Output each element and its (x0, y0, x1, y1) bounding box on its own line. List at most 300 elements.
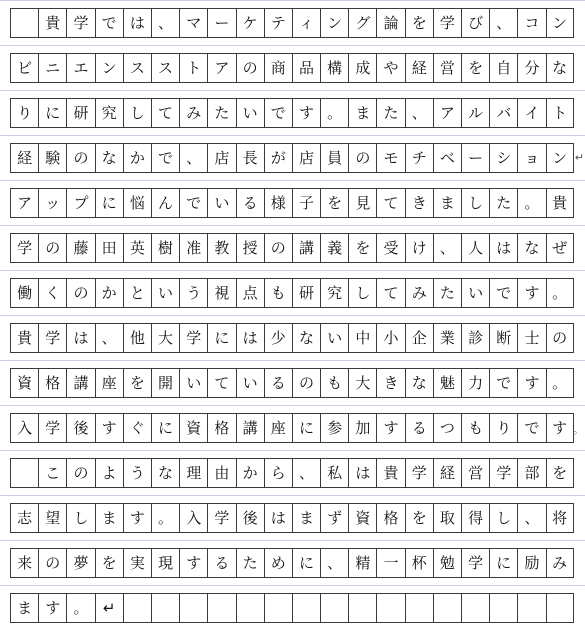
manuscript-cell: も (461, 414, 489, 442)
manuscript-cell: た (236, 549, 264, 577)
manuscript-cell: 店 (292, 144, 320, 172)
manuscript-cell (517, 594, 545, 622)
manuscript-cell: て (207, 369, 235, 397)
manuscript-cell: び (461, 9, 489, 37)
manuscript-cell: 学 (38, 324, 66, 352)
manuscript-cell: シ (489, 144, 517, 172)
manuscript-cell: 品 (292, 54, 320, 82)
manuscript-cell: の (546, 324, 574, 352)
manuscript-cell: す (517, 279, 545, 307)
manuscript-cell: ィ (292, 9, 320, 37)
manuscript-cell: 学 (207, 504, 235, 532)
ruled-line (0, 90, 585, 91)
manuscript-cell: 准 (179, 234, 207, 262)
manuscript-cell: で (489, 369, 517, 397)
manuscript-cell: ベ (433, 144, 461, 172)
manuscript-cell: 後 (66, 414, 94, 442)
manuscript-cell: 実 (123, 549, 151, 577)
manuscript-cell: す (38, 594, 66, 622)
ruled-line (0, 180, 585, 181)
manuscript-cell: ョ (517, 144, 545, 172)
manuscript-cell: を (461, 54, 489, 82)
manuscript-cell: ン (320, 9, 348, 37)
manuscript-cell: か (123, 144, 151, 172)
manuscript-cell: い (207, 189, 235, 217)
manuscript-cell: 、 (292, 459, 320, 487)
manuscript-cell: 学 (179, 324, 207, 352)
manuscript-cell: を (546, 459, 574, 487)
manuscript-cell: み (179, 99, 207, 127)
manuscript-cell: は (264, 504, 292, 532)
manuscript-cell: い (151, 279, 179, 307)
manuscript-row (10, 323, 574, 353)
manuscript-cell: ら (264, 459, 292, 487)
ruled-line (0, 270, 585, 271)
manuscript-cell: 藤 (66, 234, 94, 262)
manuscript-cell: 分 (517, 54, 545, 82)
manuscript-cell (236, 594, 264, 622)
manuscript-cell: で (517, 414, 545, 442)
ruled-line (0, 0, 585, 1)
manuscript-cell: ス (123, 54, 151, 82)
manuscript-cell: に (207, 324, 235, 352)
manuscript-cell: の (292, 369, 320, 397)
manuscript-cell: 夢 (66, 549, 94, 577)
manuscript-cell: 営 (461, 459, 489, 487)
manuscript-cell: す (517, 369, 545, 397)
manuscript-cell: た (376, 99, 404, 127)
manuscript-cell: 学 (66, 9, 94, 37)
manuscript-cell: 員 (320, 144, 348, 172)
ruled-line (0, 315, 585, 316)
manuscript-cell: 士 (517, 324, 545, 352)
manuscript-cell: 人 (461, 234, 489, 262)
manuscript-cell: の (38, 234, 66, 262)
manuscript-cell: も (320, 369, 348, 397)
manuscript-cell: き (376, 369, 404, 397)
ruled-line (0, 225, 585, 226)
manuscript-cell: 講 (66, 369, 94, 397)
ruled-line (0, 585, 585, 586)
manuscript-cell: 得 (461, 504, 489, 532)
manuscript-cell: 受 (376, 234, 404, 262)
manuscript-cell: グ (348, 9, 376, 37)
manuscript-cell (461, 594, 489, 622)
manuscript-cell: て (376, 279, 404, 307)
manuscript-row (10, 278, 574, 308)
manuscript-cell: い (236, 99, 264, 127)
manuscript-cell: ま (10, 594, 38, 622)
manuscript-cell: る (405, 414, 433, 442)
manuscript-row (10, 368, 574, 398)
manuscript-cell: バ (489, 99, 517, 127)
manuscript-cell: 。 (151, 504, 179, 532)
manuscript-cell: に (95, 189, 123, 217)
manuscript-cell: 経 (10, 144, 38, 172)
manuscript-cell: 長 (236, 144, 264, 172)
manuscript-cell: 学 (38, 414, 66, 442)
manuscript-cell: な (151, 459, 179, 487)
manuscript-cell: う (123, 459, 151, 487)
manuscript-cell: の (348, 144, 376, 172)
manuscript-cell: 資 (348, 504, 376, 532)
manuscript-cell: で (179, 189, 207, 217)
manuscript-cell: 少 (264, 324, 292, 352)
manuscript-cell: 資 (10, 369, 38, 397)
manuscript-cell: ん (151, 189, 179, 217)
manuscript-cell: 見 (348, 189, 376, 217)
manuscript-cell: ビ (10, 54, 38, 82)
manuscript-cell: す (546, 414, 574, 442)
manuscript-cell (546, 594, 574, 622)
manuscript-cell: 貴 (38, 9, 66, 37)
manuscript-cell: 中 (348, 324, 376, 352)
manuscript-cell: な (546, 54, 574, 82)
manuscript-cell: 座 (95, 369, 123, 397)
manuscript-cell: い (461, 279, 489, 307)
manuscript-cell: 経 (433, 459, 461, 487)
manuscript-cell: を (405, 9, 433, 37)
manuscript-cell: エ (66, 54, 94, 82)
manuscript-cell: 成 (348, 54, 376, 82)
ruled-line (0, 360, 585, 361)
manuscript-cell: 学 (405, 459, 433, 487)
manuscript-cell: 精 (348, 549, 376, 577)
manuscript-cell (433, 594, 461, 622)
manuscript-cell: 視 (207, 279, 235, 307)
manuscript-cell: 学 (10, 234, 38, 262)
manuscript-row (10, 548, 574, 578)
manuscript-cell: コ (517, 9, 545, 37)
manuscript-cell: 構 (320, 54, 348, 82)
manuscript-cell: り (489, 414, 517, 442)
manuscript-cell (376, 594, 404, 622)
manuscript-cell: 貴 (10, 324, 38, 352)
manuscript-cell: 授 (236, 234, 264, 262)
manuscript-cell (348, 594, 376, 622)
manuscript-cell (264, 594, 292, 622)
manuscript-row (10, 458, 574, 488)
manuscript-row (10, 233, 574, 263)
manuscript-cell: ン (546, 9, 574, 37)
manuscript-cell: す (95, 414, 123, 442)
manuscript-cell: い (179, 369, 207, 397)
manuscript-cell: 私 (320, 459, 348, 487)
manuscript-cell: ぐ (123, 414, 151, 442)
manuscript-cell (292, 594, 320, 622)
line-end-mark: 。 (573, 423, 584, 436)
manuscript-cell: を (348, 234, 376, 262)
manuscript-cell: 加 (348, 414, 376, 442)
manuscript-cell: 志 (10, 504, 38, 532)
manuscript-cell: ー (207, 9, 235, 37)
manuscript-cell: 、 (179, 144, 207, 172)
manuscript-cell: 望 (38, 504, 66, 532)
manuscript-cell: 究 (320, 279, 348, 307)
manuscript-cell: 理 (179, 459, 207, 487)
manuscript-cell: け (405, 234, 433, 262)
manuscript-cell: 義 (320, 234, 348, 262)
manuscript-cell: ニ (38, 54, 66, 82)
manuscript-cell: う (179, 279, 207, 307)
manuscript-cell: こ (38, 459, 66, 487)
manuscript-cell: を (95, 549, 123, 577)
manuscript-cell: た (433, 279, 461, 307)
manuscript-cell (207, 594, 235, 622)
manuscript-cell: 自 (489, 54, 517, 82)
manuscript-row (10, 143, 574, 173)
ruled-line (0, 495, 585, 496)
manuscript-cell: 入 (179, 504, 207, 532)
manuscript-cell: み (546, 549, 574, 577)
manuscript-cell: 学 (433, 9, 461, 37)
manuscript-cell: る (264, 369, 292, 397)
manuscript-cell: ず (320, 504, 348, 532)
ruled-line (0, 405, 585, 406)
manuscript-cell: 悩 (123, 189, 151, 217)
manuscript-cell: り (10, 99, 38, 127)
manuscript-cell: 講 (292, 234, 320, 262)
manuscript-cell: 将 (546, 504, 574, 532)
manuscript-cell (151, 594, 179, 622)
manuscript-cell: て (151, 99, 179, 127)
manuscript-cell: は (123, 9, 151, 37)
manuscript-cell: で (264, 99, 292, 127)
manuscript-cell: よ (95, 459, 123, 487)
manuscript-cell: ま (292, 504, 320, 532)
manuscript-cell: 参 (320, 414, 348, 442)
manuscript-cell: な (405, 369, 433, 397)
manuscript-cell: 大 (151, 324, 179, 352)
manuscript-cell: 学 (489, 459, 517, 487)
manuscript-cell: 経 (405, 54, 433, 82)
manuscript-row (10, 188, 574, 218)
manuscript-cell: は (66, 324, 94, 352)
manuscript-cell: 企 (405, 324, 433, 352)
manuscript-cell: の (66, 279, 94, 307)
manuscript-cell: な (95, 144, 123, 172)
manuscript-cell: 一 (376, 549, 404, 577)
manuscript-cell: 入 (10, 414, 38, 442)
manuscript-row (10, 98, 574, 128)
manuscript-cell: が (264, 144, 292, 172)
manuscript-cell: も (264, 279, 292, 307)
manuscript-cell: 学 (461, 549, 489, 577)
manuscript-cell: 店 (207, 144, 235, 172)
manuscript-cell: や (376, 54, 404, 82)
manuscript-cell: 力 (461, 369, 489, 397)
manuscript-cell: 講 (236, 414, 264, 442)
manuscript-cell: 格 (376, 504, 404, 532)
manuscript-cell: 格 (38, 369, 66, 397)
manuscript-cell: 働 (10, 279, 38, 307)
manuscript-cell (123, 594, 151, 622)
manuscript-cell: し (123, 99, 151, 127)
manuscript-cell: 。 (66, 594, 94, 622)
manuscript-cell: 、 (489, 9, 517, 37)
manuscript-cell: 業 (433, 324, 461, 352)
manuscript-cell: 断 (489, 324, 517, 352)
manuscript-cell: ケ (236, 9, 264, 37)
manuscript-cell: 、 (95, 324, 123, 352)
manuscript-cell: 。 (517, 189, 545, 217)
manuscript-cell: 励 (517, 549, 545, 577)
manuscript-cell: 究 (95, 99, 123, 127)
manuscript-cell: 小 (376, 324, 404, 352)
manuscript-cell: 。 (546, 369, 574, 397)
manuscript-cell: な (517, 234, 545, 262)
manuscript-cell: か (95, 279, 123, 307)
manuscript-cell: ト (179, 54, 207, 82)
manuscript-cell: 貴 (546, 189, 574, 217)
manuscript-cell: 子 (292, 189, 320, 217)
manuscript-cell: 開 (151, 369, 179, 397)
manuscript-cell: 来 (10, 549, 38, 577)
manuscript-cell: す (179, 549, 207, 577)
manuscript-cell: め (264, 549, 292, 577)
ruled-line (0, 135, 585, 136)
manuscript-cell: 商 (264, 54, 292, 82)
manuscript-cell (179, 594, 207, 622)
manuscript-cell: に (292, 414, 320, 442)
manuscript-cell: 取 (433, 504, 461, 532)
manuscript-cell: ぜ (546, 234, 574, 262)
manuscript-cell: モ (376, 144, 404, 172)
manuscript-cell: 座 (264, 414, 292, 442)
manuscript-cell: の (66, 459, 94, 487)
manuscript-cell (320, 594, 348, 622)
manuscript-cell: い (320, 324, 348, 352)
manuscript-cell: 。 (546, 279, 574, 307)
manuscript-cell: 教 (207, 234, 235, 262)
manuscript-cell: 資 (179, 414, 207, 442)
manuscript-cell: た (207, 99, 235, 127)
manuscript-cell: つ (433, 414, 461, 442)
manuscript-cell (405, 594, 433, 622)
manuscript-cell: 田 (95, 234, 123, 262)
manuscript-cell: ス (151, 54, 179, 82)
manuscript-cell: ン (95, 54, 123, 82)
manuscript-cell: 、 (151, 9, 179, 37)
manuscript-cell: か (236, 459, 264, 487)
manuscript-cell: に (38, 99, 66, 127)
manuscript-cell: ま (433, 189, 461, 217)
manuscript-cell: の (264, 234, 292, 262)
manuscript-row (10, 53, 574, 83)
manuscript-cell: し (461, 189, 489, 217)
manuscript-cell: ッ (38, 189, 66, 217)
manuscript-cell: み (405, 279, 433, 307)
manuscript-cell: ト (546, 99, 574, 127)
manuscript-cell: 、 (433, 234, 461, 262)
manuscript-row (10, 8, 574, 38)
manuscript-cell: ル (461, 99, 489, 127)
line-end-mark: ↵ (574, 151, 584, 164)
manuscript-cell: で (151, 144, 179, 172)
manuscript-cell: 診 (461, 324, 489, 352)
manuscript-cell: 杯 (405, 549, 433, 577)
manuscript-cell: る (236, 189, 264, 217)
manuscript-cell: 験 (38, 144, 66, 172)
manuscript-cell: は (236, 324, 264, 352)
manuscript-cell: 、 (320, 549, 348, 577)
manuscript-cell: い (236, 369, 264, 397)
manuscript-cell: は (489, 234, 517, 262)
manuscript-cell: ー (461, 144, 489, 172)
manuscript-cell: 営 (433, 54, 461, 82)
manuscript-cell: マ (179, 9, 207, 37)
manuscript-cell: す (376, 414, 404, 442)
manuscript-cell: 他 (123, 324, 151, 352)
manuscript-cell: る (207, 549, 235, 577)
manuscript-cell: 研 (66, 99, 94, 127)
manuscript-cell: は (348, 459, 376, 487)
manuscript-cell: の (66, 144, 94, 172)
manuscript-cell: く (38, 279, 66, 307)
manuscript-cell: す (123, 504, 151, 532)
manuscript-cell: し (66, 504, 94, 532)
manuscript-cell: し (489, 504, 517, 532)
manuscript-cell (489, 594, 517, 622)
manuscript-cell: た (489, 189, 517, 217)
manuscript-cell: ま (95, 504, 123, 532)
manuscript-cell: 後 (236, 504, 264, 532)
manuscript-cell: な (292, 324, 320, 352)
manuscript-cell: し (348, 279, 376, 307)
manuscript-row (10, 593, 574, 623)
manuscript-cell: 研 (292, 279, 320, 307)
manuscript-row (10, 413, 574, 443)
manuscript-cell: ア (10, 189, 38, 217)
ruled-line (0, 45, 585, 46)
manuscript-cell (10, 9, 38, 37)
manuscript-cell: の (236, 54, 264, 82)
manuscript-cell: 。 (320, 99, 348, 127)
manuscript-cell: ア (433, 99, 461, 127)
manuscript-cell: ン (546, 144, 574, 172)
manuscript-cell: に (151, 414, 179, 442)
manuscript-cell: 由 (207, 459, 235, 487)
manuscript-cell: 勉 (433, 549, 461, 577)
manuscript-cell: イ (517, 99, 545, 127)
manuscript-cell: ア (207, 54, 235, 82)
manuscript-cell: を (320, 189, 348, 217)
manuscript-cell: 点 (236, 279, 264, 307)
manuscript-cell: プ (66, 189, 94, 217)
manuscript-cell: と (123, 279, 151, 307)
manuscript-cell: テ (264, 9, 292, 37)
manuscript-cell: 、 (405, 99, 433, 127)
manuscript-cell: す (292, 99, 320, 127)
manuscript-cell: 、 (517, 504, 545, 532)
ruled-line (0, 450, 585, 451)
manuscript-cell: 樹 (151, 234, 179, 262)
manuscript-cell: に (489, 549, 517, 577)
manuscript-row (10, 503, 574, 533)
manuscript-cell: 英 (123, 234, 151, 262)
manuscript-cell: を (405, 504, 433, 532)
manuscript-cell: 部 (517, 459, 545, 487)
manuscript-cell: 論 (376, 9, 404, 37)
manuscript-cell (10, 459, 38, 487)
manuscript-cell: 現 (151, 549, 179, 577)
manuscript-cell: の (38, 549, 66, 577)
manuscript-cell: を (123, 369, 151, 397)
manuscript-cell: に (292, 549, 320, 577)
manuscript-cell: 貴 (376, 459, 404, 487)
manuscript-cell: き (405, 189, 433, 217)
manuscript-cell: で (95, 9, 123, 37)
